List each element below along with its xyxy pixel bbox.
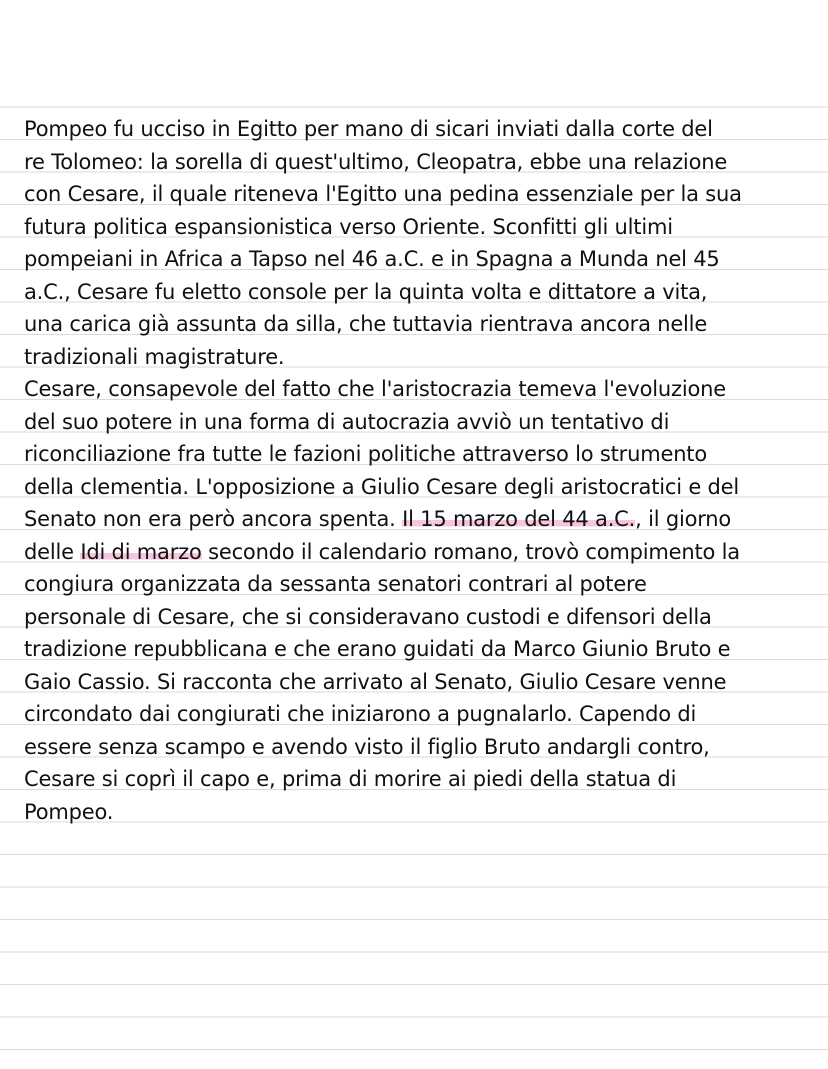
text-line-22: Pompeo. bbox=[24, 799, 114, 824]
text-segment: , il giorno bbox=[635, 507, 732, 531]
text-line-1: Pompeo fu ucciso in Egitto per mano di sicari inviati dalla corte del bbox=[24, 117, 713, 141]
text-line-10: del suo potere in una forma di autocrazia avviò un tentativo di bbox=[24, 409, 670, 434]
text-segment: secondo il calendario romano, trovò compimento la bbox=[201, 539, 740, 564]
text-line-17: tradizione repubblicana e che erano guidati da Marco Giunio Bruto e bbox=[24, 637, 731, 661]
highlighted-term: Idi di marzo bbox=[80, 539, 202, 564]
text-segment: Senato non era però ancora spenta. bbox=[24, 507, 403, 531]
text-line-9: Cesare, consapevole del fatto che l'aristocrazia temeva l'evoluzione bbox=[24, 377, 726, 401]
text-line-15: congiura organizzata da sessanta senatori contrari al potere bbox=[24, 572, 647, 596]
text-line-6: a.C., Cesare fu eletto console per la quinta volta e dittatore a vita, bbox=[24, 279, 708, 304]
text-line-4: futura politica espansionistica verso Oriente. Sconfitti gli ultimi bbox=[24, 214, 673, 239]
text-line-19: circondato dai congiurati che iniziarono a pugnalarlo. Capendo di bbox=[24, 702, 697, 726]
text-line-2: re Tolomeo: la sorella di quest'ultimo, Cleopatra, ebbe una relazione bbox=[24, 149, 728, 174]
text-line-11: riconciliazione fra tutte le fazioni politiche attraverso lo strumento bbox=[24, 442, 707, 466]
text-line-20: essere senza scampo e avendo visto il figlio Bruto andargli contro, bbox=[24, 734, 710, 759]
text-line-8: tradizionali magistrature. bbox=[24, 344, 285, 369]
text-line-12: della clementia. L'opposizione a Giulio Cesare degli aristocratici e del bbox=[24, 474, 740, 499]
text-line-16: personale di Cesare, che si consideravano custodi e difensori della bbox=[24, 604, 712, 629]
text-line-18: Gaio Cassio. Si racconta che arrivato al Senato, Giulio Cesare venne bbox=[24, 669, 727, 694]
text-line-13 bbox=[24, 503, 804, 536]
text-line-5: pompeiani in Africa a Tapso nel 46 a.C. e in Spagna a Munda nel 45 bbox=[24, 247, 720, 271]
text-segment: delle bbox=[24, 539, 81, 564]
text-line-3: con Cesare, il quale riteneva l'Egitto una pedina essenziale per la sua bbox=[24, 182, 742, 206]
text-line-21: Cesare si coprì il capo e, prima di morire ai piedi della statua di bbox=[24, 767, 677, 791]
text-line-7: una carica già assunta da silla, che tuttavia rientrava ancora nelle bbox=[24, 312, 708, 336]
handwritten-text-block bbox=[24, 113, 804, 828]
text-line-14 bbox=[24, 536, 804, 569]
highlighted-date: Il 15 marzo del 44 a.C. bbox=[402, 507, 636, 531]
